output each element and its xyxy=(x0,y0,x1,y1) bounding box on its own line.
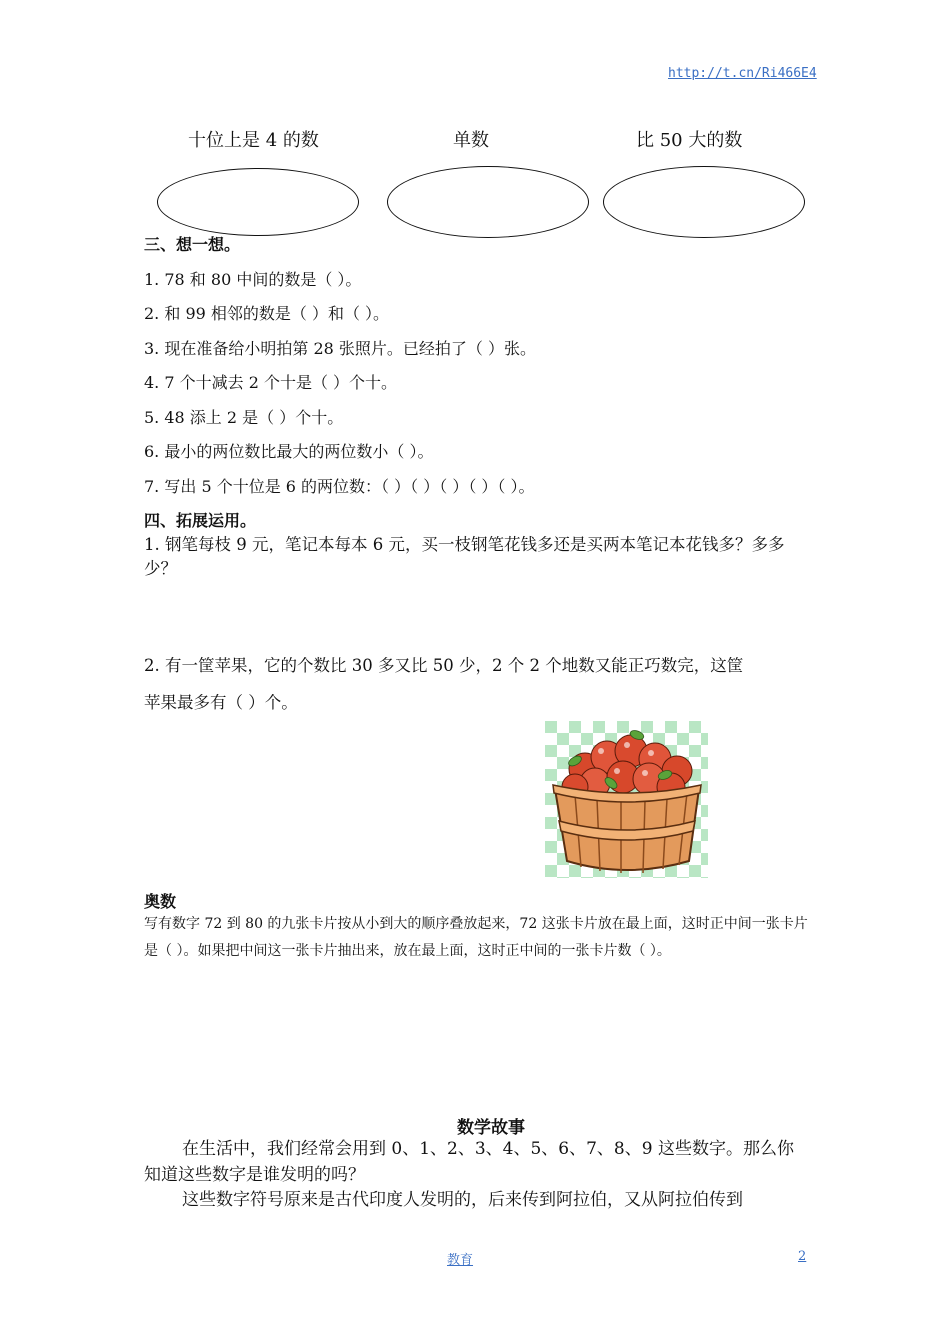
category-label-tens-4: 十位上是 4 的数 xyxy=(188,130,319,151)
section3-question-4: 4. 7 个十减去 2 个十是（ ）个十。 xyxy=(144,373,398,392)
answer-ellipse-greater-50 xyxy=(603,166,805,238)
olympiad-heading: 奥数 xyxy=(144,892,177,911)
story-title: 数学故事 xyxy=(457,1118,525,1138)
section3-question-7: 7. 写出 5 个十位是 6 的两位数：（ ）（ ）（ ）（ ）（ ）。 xyxy=(144,477,535,496)
page-number: 2 xyxy=(798,1249,807,1264)
apple-basket-image xyxy=(545,721,708,878)
section3-question-1: 1. 78 和 80 中间的数是（ ）。 xyxy=(144,270,362,289)
section4-heading: 四、拓展运用。 xyxy=(144,511,257,530)
olympiad-text: 写有数字 72 到 80 的九张卡片按从小到大的顺序叠放起来，72 这张卡片放在最上面，这时正中间一张卡片是（ ）。如果把中间这一张卡片抽出来，放在最上面，这时正中间的一张卡片数（ ）。 xyxy=(144,916,808,959)
answer-ellipse-tens-4 xyxy=(157,168,359,236)
section4-question-2-line2: 苹果最多有（ ）个。 xyxy=(144,693,298,712)
answer-ellipse-odd xyxy=(387,166,589,238)
story-paragraph-2: 这些数字符号原来是古代印度人发明的，后来传到阿拉伯，又从阿拉伯传到 xyxy=(182,1190,743,1210)
section4-question-1: 1. 钢笔每枝 9 元，笔记本每本 6 元，买一枝钢笔花钱多还是买两本笔记本花钱多？多多少？ xyxy=(144,535,785,578)
category-label-greater-50: 比 50 大的数 xyxy=(636,130,743,151)
section3-question-2: 2. 和 99 相邻的数是（ ）和（ ）。 xyxy=(144,304,390,323)
section4-question-2-line1: 2. 有一筐苹果，它的个数比 30 多又比 50 少，2 个 2 个地数又能正巧数完，这筐 xyxy=(144,656,744,675)
section3-heading: 三、想一想。 xyxy=(144,235,241,254)
section3-question-5: 5. 48 添上 2 是（ ）个十。 xyxy=(144,408,344,427)
footer-center-link[interactable]: 教育 xyxy=(447,1253,474,1268)
category-label-odd: 单数 xyxy=(453,130,489,151)
header-url-link[interactable]: http://t.cn/Ri466E4 xyxy=(668,66,817,81)
story-paragraph-1: 在生活中，我们经常会用到 0、1、2、3、4、5、6、7、8、9 这些数字。那么你知道这些数字是谁发明的吗？ xyxy=(144,1139,794,1185)
section3-question-3: 3. 现在准备给小明拍第 28 张照片。已经拍了（ ）张。 xyxy=(144,339,536,358)
section3-question-6: 6. 最小的两位数比最大的两位数小（ ）。 xyxy=(144,442,434,461)
